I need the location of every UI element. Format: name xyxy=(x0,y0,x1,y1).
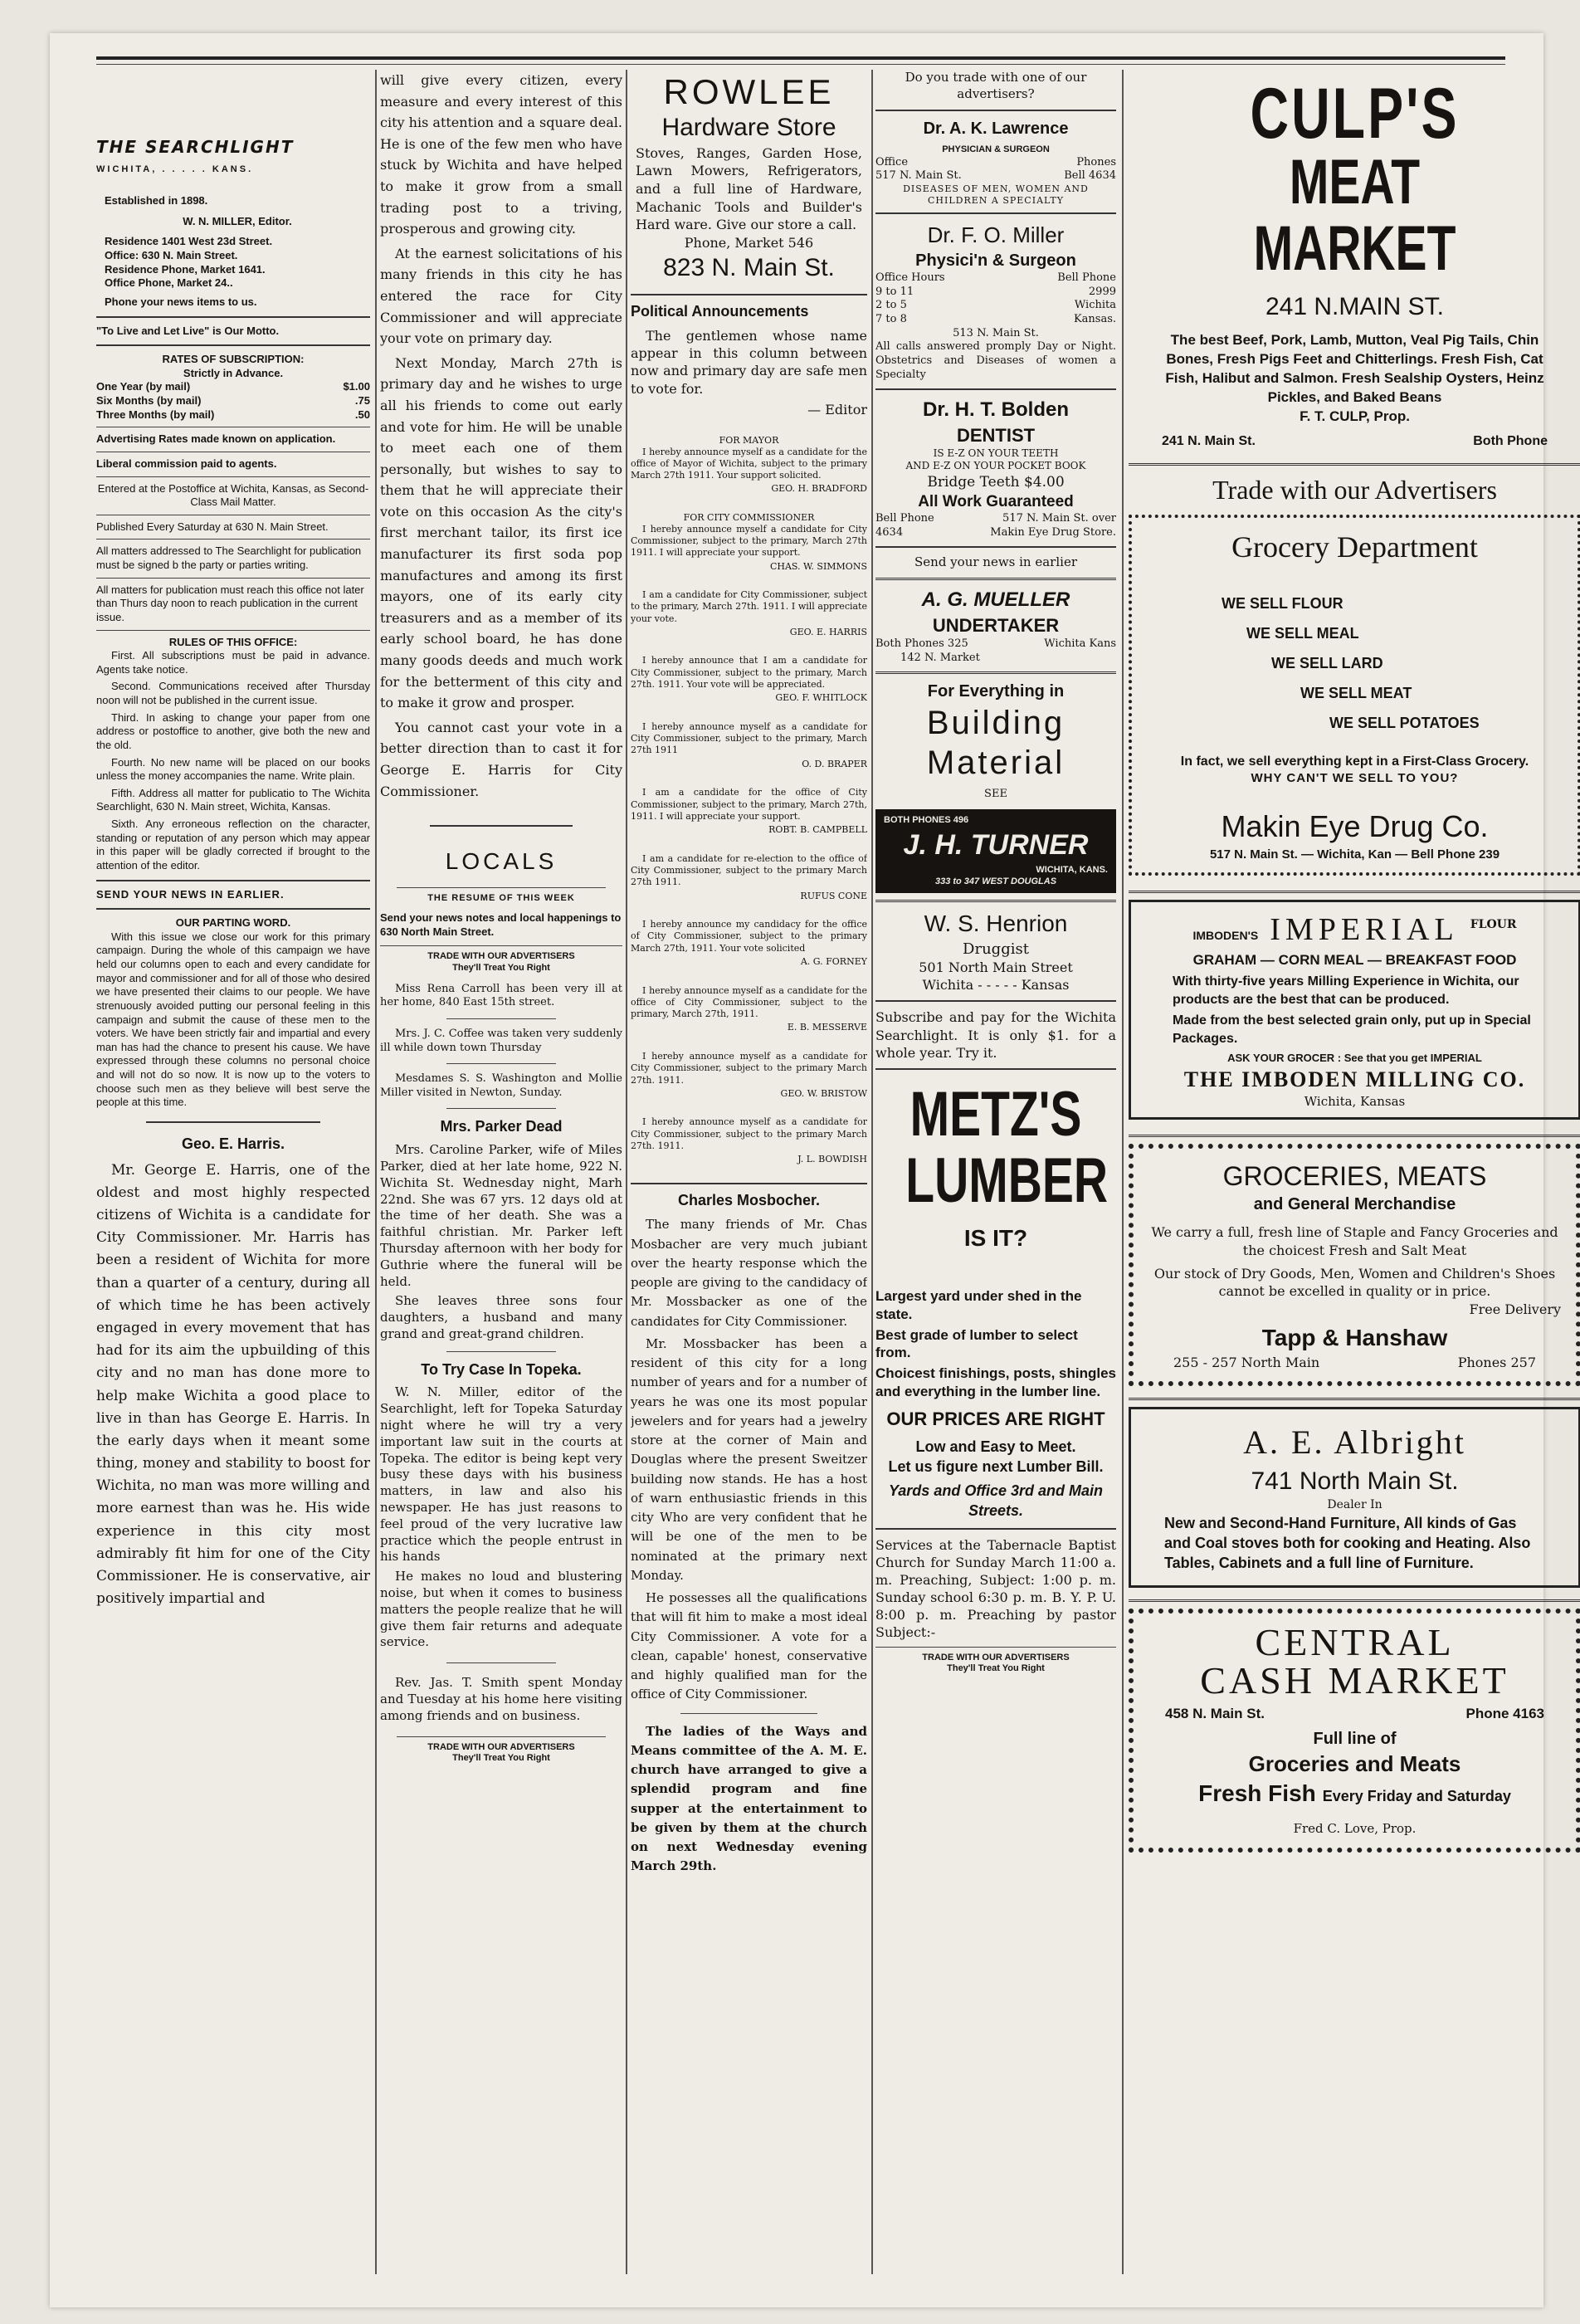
column-rule xyxy=(871,70,873,2274)
turner-logo: BOTH PHONES 496 J. H. TURNER WICHITA, KANS. 333 to 347 WEST DOUGLAS xyxy=(875,809,1116,892)
central-full-line: Full line of xyxy=(1313,1730,1397,1749)
meat-market-title: MEAT MARKET xyxy=(1253,147,1456,284)
bolden-bridge: Bridge Teeth $4.00 xyxy=(927,473,1065,491)
ask-grocer: ASK YOUR GROCER : See that you get IMPERIAL xyxy=(1227,1052,1482,1065)
prices-right: OUR PRICES ARE RIGHT xyxy=(886,1408,1105,1429)
imboden-pre: IMBODEN'S xyxy=(1192,929,1259,943)
grocery-title: Grocery Department xyxy=(1231,530,1478,564)
henrion-address: 501 North Main Street xyxy=(919,959,1073,976)
miller-hours: Office Hours 9 to 11 2 to 5 7 to 8 Bell Phone 2999 Wichita Kansas. xyxy=(875,271,1116,326)
mosbacher-article: The many friends of Mr. Chas Mosbacher are very much jubiant over the hearty response which the people are giving to the candidacy of Mr. Mossbacker as one of the candidates for City Commissioner. Mr. Mossbacker has been a resident of this city for a long number of years and for a number of years he was one its most popular jewelers and for years had a jewelry store at the corner of Main and Douglas where the present Sweitzer building now stands. He has a host of warn enthusiastic friends in this city Who are very confident that he will be one of the men to be nominated at the primary next Monday. He possesses all the qualifications that will fit him to make a most ideal City Commissioner. A vote for a clean, capable' honest, conservative and highly qualified man for the office of City Commissioner. The ladies of the Ways and Means committee of the A. M. E. church have arranged to give a splendid program and fine supper at the entertainment to be given by them at the church on next Wednesday evening March 29th. xyxy=(631,1217,867,1874)
mueller-name: A. G. MUELLER xyxy=(921,588,1070,612)
motto: "To Live and Let Live" is Our Motto. xyxy=(96,324,280,337)
trade-banner: TRADE WITH OUR ADVERTISERS xyxy=(427,1741,575,1752)
info-line: Office: 630 N. Main Street. xyxy=(105,249,238,262)
matters-notice-2: All matters for publication must reach this office not later than Thurs day noon to reach publication in the current issue. xyxy=(96,583,364,623)
rowlee-phone: Phone, Market 546 xyxy=(684,234,814,251)
material-word: Material xyxy=(926,744,1066,781)
announcement: I am a candidate for the office of City Commissioner, subject to the primary, March 27th, 1911. I will appreciate your support. xyxy=(631,787,867,822)
imboden-ad xyxy=(1129,900,1580,1119)
albright-ad xyxy=(1129,1407,1580,1588)
miller-title: Physici'n & Surgeon xyxy=(915,251,1076,270)
bolden-guarantee: All Work Guaranteed xyxy=(918,493,1074,511)
entered-notice: Entered at the Postoffice at Wichita, Kansas, as Second-Class Mail Matter. xyxy=(97,481,369,509)
bolden-line: IS E-Z ON YOUR TEETH xyxy=(933,447,1059,459)
albright-name: A. E. Albright xyxy=(1243,1423,1466,1461)
culp-address: 241 N.MAIN ST. xyxy=(1265,292,1445,320)
cash-market-title: CASH MARKET xyxy=(1200,1658,1509,1702)
mayor-head: FOR MAYOR xyxy=(719,434,779,446)
announcement-signature: ROBT. B. CAMPBELL xyxy=(768,824,867,836)
miller-body: All calls answered promply Day or Night. Obstetrics and Diseases of women a Specialty xyxy=(875,340,1116,381)
why-line: WHY CAN'T WE SELL TO YOU? xyxy=(1251,771,1459,786)
free-delivery: Free Delivery xyxy=(1469,1301,1561,1317)
henrion-title: Druggist xyxy=(963,940,1029,958)
local-item: Mrs. J. C. Coffee was taken very suddenly ill while down town Thursday xyxy=(380,1027,622,1054)
albright-dealer: Dealer In xyxy=(1327,1498,1382,1512)
rowlee-body: Stoves, Ranges, Garden Hose, Lawn Mowers, Refrigerators, and a full line of Hardware, Machanic Tools and Builder's Hard ware. Give our store a call. xyxy=(636,144,862,233)
column-rule xyxy=(1122,70,1124,2274)
rowlee-ad xyxy=(631,70,867,287)
metz-title: METZ'S xyxy=(909,1078,1082,1150)
top-rule xyxy=(96,56,1505,60)
advert-rates: Advertising Rates made known on application. xyxy=(96,432,336,446)
lawrence-specialty: DISEASES OF MEN, WOMEN AND CHILDREN A SPECIALTY xyxy=(903,183,1089,206)
top-rule-thin xyxy=(96,64,1505,65)
imboden-body: With thirty-five years Milling Experience in Wichita, our products are the best that can be produced. Made from the best selected grain only, put up in Special Packages. xyxy=(1173,974,1531,1046)
trade-banner: TRADE WITH OUR ADVERTISERS xyxy=(922,1652,1070,1662)
parker-article: Mrs. Caroline Parker, wife of Miles Parker, died at her late home, 922 N. Wichita St. Wednesday night, Marh 22nd. She was 67 yrs. 12 days old at the time of her death. She was a faithful christian. Mr. Parker left Thursday afternoon with her body for Guthrie where the funeral will be held. xyxy=(380,1142,622,1289)
imboden-products: GRAHAM — CORN MEAL — BREAKFAST FOOD xyxy=(1192,951,1517,968)
announcement-signature: A. G. FORNEY xyxy=(800,955,867,967)
infact-line: In fact, we sell everything kept in a First-Class Grocery. xyxy=(1180,754,1529,769)
announcement-signature: CHAS. W. SIMMONS xyxy=(769,560,867,572)
political-title: Political Announcements xyxy=(631,303,809,320)
info-line: Office Phone, Market 24.. xyxy=(105,276,233,290)
parting-title: OUR PARTING WORD. xyxy=(175,916,291,930)
bolden-title: DENTIST xyxy=(956,424,1036,446)
announcement: I hereby announce myself as a candidate for City Commissioner, subject to the primary March 27th. 1911. xyxy=(631,1116,867,1151)
bolden-ad xyxy=(875,397,1116,540)
trade-banner: TRADE WITH OUR ADVERTISERS xyxy=(427,951,575,962)
column-3 xyxy=(631,70,867,2278)
groceries-sub: and General Merchandise xyxy=(1253,1194,1456,1213)
topeka-title: To Try Case In Topeka. xyxy=(421,1360,582,1378)
mueller-title: UNDERTAKER xyxy=(932,614,1060,636)
trade-banner-sub: They'll Treat You Right xyxy=(452,1753,550,1764)
makin-name: Makin Eye Drug Co. xyxy=(1221,809,1489,844)
info-line: Established in 1898. xyxy=(105,194,208,208)
announcement-signature: J. L. BOWDISH xyxy=(797,1154,867,1165)
culp-title: CULP'S xyxy=(1250,74,1460,154)
mueller-address: 142 N. Market xyxy=(900,651,980,664)
central-every: Every Friday and Saturday xyxy=(1322,1787,1511,1804)
announcement-signature: O. D. BRAPER xyxy=(802,758,867,769)
political-intro: The gentlemen whose name appear in this column between now and primary day are safe men to vote for. xyxy=(631,328,867,397)
building-head: For Everything in xyxy=(927,682,1065,701)
mueller-row: Both Phones 325 Wichita Kans xyxy=(875,637,1116,650)
send-news-notice: SEND YOUR NEWS IN EARLIER. xyxy=(96,887,285,901)
column-rule xyxy=(375,70,377,2274)
rules-title: RULES OF THIS OFFICE: xyxy=(168,635,298,648)
lawrence-row: 517 N. Main St. Bell 4634 xyxy=(875,169,1116,183)
rate-row: One Year (by mail) $1.00 xyxy=(96,380,370,393)
central-title: CENTRAL xyxy=(1255,1620,1455,1663)
miller-name: Dr. F. O. Miller xyxy=(927,222,1065,248)
harris-title: Geo. E. Harris. xyxy=(181,1135,285,1152)
column-1 xyxy=(96,70,370,2278)
culp-body: The best Beef, Pork, Lamb, Mutton, Veal Pig Tails, Chin Bones, Fresh Pigs Feet and Chitterlings. Fresh Fish, Cat Fish, Halibut and Salmon. Fresh Sealship Oysters, Heinz Pickles, and Baked Beans xyxy=(1165,332,1544,405)
mosbacher-title: Charles Mosbocher. xyxy=(677,1191,821,1208)
central-fish: Fresh Fish xyxy=(1198,1780,1316,1806)
commissioner-head: FOR CITY COMMISSIONER xyxy=(683,511,815,523)
rowlee-address: 823 N. Main St. xyxy=(663,253,835,281)
miller-address: 513 N. Main St. xyxy=(953,326,1039,339)
harris-article: Mr. George E. Harris, one of the oldest and most highly respected citizens of Wichita is a candidate for City Commissioner. Mr. Harris has been a resident of Wichita for more than a quarter of a century, during all of which time he has been actively engaged in every movement that has had for its aim the upbuilding of this city and no man has done more to help make Wichita a good place to live in than has George E. Harris. In the early days when it meant some thing, money and stability to boost for Wichita, no man was more willing and more earnest than was he. His wide experience in this city most admirably fit him for one of the City Commissioner. He is conservative, air positively impartial and xyxy=(96,1161,370,1608)
central-ad xyxy=(1129,1609,1580,1853)
send-news-earlier: Send your news in earlier xyxy=(914,554,1077,570)
groceries-body: We carry a full, fresh line of Staple and Fancy Groceries and the choicest Fresh and Salt Meat Our stock of Dry Goods, Men, Women and Children's Shoes cannot be excelled in quality or in price. xyxy=(1151,1224,1558,1300)
publisher-info xyxy=(96,194,370,309)
liberal-commission: Liberal commission paid to agents. xyxy=(96,456,277,470)
rates-table xyxy=(96,380,370,422)
grocery-ad xyxy=(1129,515,1580,876)
parker-article-2: She leaves three sons four daughters, a husband and many grand and great-grand children. xyxy=(380,1293,622,1341)
column-5 xyxy=(1129,70,1580,2278)
announcement: I hereby announce that I am a candidate for City Commissioner, subject to the primary, March 27th. 1911. Your vote will be appreciated. xyxy=(631,655,867,691)
culp-ad xyxy=(1129,74,1580,450)
mayor-signature: GEO. H. BRADFORD xyxy=(771,483,867,495)
subscribe-notice: Subscribe and pay for the Wichita Searchlight. It is only $1. for a whole year. Try it. xyxy=(875,1009,1116,1061)
tapp-ad xyxy=(1129,1144,1580,1386)
tapp-name: Tapp & Hanshaw xyxy=(1261,1324,1448,1350)
harris-continued: will give every citizen, every measure and every interest of this city his attention and a square deal. He is one of the few men who have stuck by Wichita and have helped to make it grow from a small trading post to a triving, prosperous and growing city. At the earnest solicitations of his many friends in this city he has entered the race for City Commissioner and will appreciate your vote on primary day. Next Monday, March 27th is primary day and he wishes to urge all his friends to come out early and vote for him. He will be unable to meet each one of them personally, but wishes to say to them that he will appreciate their vote on this occasion As the city's first merchant tailor, its first ice manufacturer its first soda pop manufactures and among its first mayors, one of its early city treasurers and as a member of its early school board, he has done many goods deeds and much work for the betterment of this city and to make it grow and prosper. You cannot cast your vote in a better direction than to cast it for George E. Harris for City Commissioner. xyxy=(380,72,622,799)
tabernacle-services: Services at the Tabernacle Baptist Church for Sunday March 11:00 a. m. Preaching, Subject: 1:00 p. m. Sunday school 6:30 p. m. B. Y. P. U. 8:00 p. m. Preaching by pastor Subject:- xyxy=(875,1536,1116,1641)
mueller-ad xyxy=(875,587,1116,665)
resume-week: THE RESUME OF THIS WEEK xyxy=(427,893,575,904)
send-notes: Send your news notes and local happenings to 630 North Main Street. xyxy=(380,911,622,938)
imperial-title: IMPERIAL xyxy=(1270,912,1459,948)
figure-bill: Let us figure next Lumber Bill. xyxy=(888,1457,1104,1475)
announcement: I hereby announce myself as a candidate for City Commissioner, subject to the primary, March 27th 1911 xyxy=(631,720,867,756)
central-groceries: Groceries and Meats xyxy=(1248,1751,1461,1777)
turner-ad xyxy=(875,681,1116,892)
announcement-signature: GEO. W. BRISTOW xyxy=(780,1087,867,1099)
info-line: Residence Phone, Market 1641. xyxy=(105,262,266,276)
imboden-milling: THE IMBODEN MILLING CO. xyxy=(1183,1067,1526,1091)
column-2 xyxy=(380,70,622,2278)
henrion-city: Wichita - - - - - Kansas xyxy=(922,977,1070,994)
announcement: I am a candidate for re-election to the office of City Commissioner, subject to the primary March 27th 1911. xyxy=(631,852,867,888)
rates-title: RATES OF SUBSCRIPTION: xyxy=(162,353,305,366)
metz-ad xyxy=(875,1078,1116,1521)
culp-row: 241 N. Main St. Both Phone xyxy=(1162,434,1548,449)
henrion-name: W. S. Henrion xyxy=(924,910,1068,936)
smith-item: Rev. Jas. T. Smith spent Monday and Tuesday at his home here visiting among friends and on business. xyxy=(380,1675,622,1723)
lumber-title: LUMBER xyxy=(905,1145,1109,1216)
topeka-article: W. N. Miller, editor of the Searchlight, left for Topeka Saturday night where he will try a very important law suit in the courts at Topeka. The editor is being kept very busy these days with his business matters, in law and also his newspaper. He has just reasons to feel proud of the very lucrative law practice which the people entrust in his hands xyxy=(380,1384,622,1565)
building-word: Building xyxy=(926,704,1066,741)
dateline: WICHITA, . . . . . KANS. xyxy=(96,164,254,175)
bolden-line: AND E-Z ON YOUR POCKET BOOK xyxy=(905,460,1086,472)
lawrence-name: Dr. A. K. Lawrence xyxy=(923,119,1069,138)
culp-proprietor: F. T. CULP, Prop. xyxy=(1300,408,1410,424)
announcement: I hereby announce myself a candidate for City Commissioner, subject to the primary, March 27th 1911. I will appreciate your support. xyxy=(631,523,867,559)
announcement: I hereby announce myself as a candidate for City Commissioner, subject to the primary March 27th. 1911. xyxy=(631,1050,867,1086)
local-item: Miss Rena Carroll has been very ill at her home, 840 East 15th street. xyxy=(380,982,622,1009)
low-easy: Low and Easy to Meet. xyxy=(915,1438,1076,1455)
rules-list xyxy=(96,649,370,872)
mayor-announcement: I hereby announce myself as a candidate for the office of Mayor of Wichita, subject to the primary March 27th 1911. Your support solicited. xyxy=(631,446,867,481)
bolden-name: Dr. H. T. Bolden xyxy=(922,398,1069,422)
rule-item: Second. Communications received after Thursday noon will not be published in the current issue. xyxy=(96,680,370,707)
info-line: W. N. MILLER, Editor. xyxy=(183,214,292,227)
rule-item: First. All subscriptions must be paid in advance. Agents take notice. xyxy=(96,649,370,676)
lawrence-title: PHYSICIAN & SURGEON xyxy=(942,144,1050,154)
rule-item: Sixth. Any erroneous reflection on the character, standing or reputation of any person which may appear in this paper will be gladly corrected if brought to the attention of the editor. xyxy=(96,818,370,872)
sell-list: WE SELL FLOUR WE SELL MEAL WE SELL LARD WE SELL MEAT WE SELL POTATOES xyxy=(1222,595,1480,732)
info-line: Phone your news items to us. xyxy=(105,295,257,308)
bolden-row: Bell Phone 4634 517 N. Main St. over Makin Eye Drug Store. xyxy=(875,512,1116,539)
announcement-signature: E. B. MESSERVE xyxy=(787,1022,867,1033)
trade-question: Do you trade with one of our advertisers? xyxy=(905,70,1087,101)
column-rule xyxy=(626,70,627,2274)
rowlee-sub: Hardware Store xyxy=(661,114,836,142)
rate-row: Three Months (by mail) .50 xyxy=(96,408,370,421)
announcement-signature: GEO. E. HARRIS xyxy=(789,626,867,637)
political-editor: — Editor xyxy=(807,401,867,417)
trade-banner-sub: They'll Treat You Right xyxy=(947,1663,1045,1674)
newspaper-page xyxy=(50,33,1561,2307)
parting-word: With this issue we close our work for this primary campaign. During the whole of this campaign we have held our columns open to each and every candidate for mayor and commissioner and for all of those who desired we have presented their claims to our people. We have strenuously avoided putting our personal feeling in this campaign and submit the cause of these men to the voters. We have been strictly fair and impartial and every man has had the chance to present his cause. We have expressed through these columns no personal choice and will not do so now. It is now up to the voters to choose such men as they believe will best serve the people at this time. xyxy=(96,930,370,1109)
miller-ad xyxy=(875,221,1116,382)
central-proprietor: Fred C. Love, Prop. xyxy=(1293,1820,1417,1836)
parker-title: Mrs. Parker Dead xyxy=(440,1118,563,1135)
yards-office: Yards and Office 3rd and Main Streets. xyxy=(888,1482,1104,1520)
local-item: Mesdames S. S. Washington and Mollie Miller visited in Newton, Sunday. xyxy=(380,1072,622,1099)
makin-address: 517 N. Main St. — Wichita, Kan — Bell Phone 239 xyxy=(1209,847,1500,862)
rule-item: Fourth. No new name will be placed on our books unless the money accompanies the name. Write plain. xyxy=(96,755,370,783)
lawrence-ad xyxy=(875,118,1116,207)
henrion-ad xyxy=(875,909,1116,994)
announcement-list xyxy=(631,524,867,1166)
flour-word: FLOUR xyxy=(1470,918,1517,932)
announcement: I hereby announce myself as a candidate for the office of City Commissioner, subject to the primary, March 27th, 1911. xyxy=(631,984,867,1020)
topeka-article-2: He makes no loud and blustering noise, but when it comes to business matters the people realize that he will give them fair returns and adequate service. xyxy=(380,1569,622,1650)
trade-banner-sub: They'll Treat You Right xyxy=(452,962,550,973)
albright-body: New and Second-Hand Furniture, All kinds of Gas and Coal stoves both for cooking and Heating. Also Tables, Cabinets and a full line of Furniture. xyxy=(1164,1514,1531,1572)
matters-notice: All matters addressed to The Searchlight for publication must be signed b the party or parties writing. xyxy=(96,544,362,572)
announcement: I hereby announce my candidacy for the office of City Commissioner, subject to the primary March 27th, 1911. Your vote solicited xyxy=(631,919,867,954)
announcement: I am a candidate for City Commissioner, subject to the primary, March 27th. 1911. I will appreciate your vote. xyxy=(631,589,867,624)
rowlee-name: ROWLEE xyxy=(663,72,835,111)
lawrence-row: Office Phones xyxy=(875,155,1116,168)
tapp-row: 255 - 257 North Main Phones 257 xyxy=(1173,1354,1536,1370)
info-line: Residence 1401 West 23d Street. xyxy=(105,235,273,248)
announcement-signature: GEO. F. WHITLOCK xyxy=(775,692,867,704)
imboden-city: Wichita, Kansas xyxy=(1304,1093,1406,1109)
is-it: IS IT? xyxy=(963,1225,1028,1252)
rate-row: Six Months (by mail) .75 xyxy=(96,394,370,408)
locals-title: LOCALS xyxy=(445,848,558,875)
central-row: 458 N. Main St. Phone 4163 xyxy=(1165,1705,1544,1721)
announcement-signature: RUFUS CONE xyxy=(800,890,867,901)
rates-sub: Strictly in Advance. xyxy=(183,366,284,379)
rule-item: Third. In asking to change your paper from one address or postoffice to another, give both the new and the old. xyxy=(96,710,370,751)
groceries-title: GROCERIES, MEATS xyxy=(1222,1160,1487,1191)
published-notice: Published Every Saturday at 630 N. Main Street. xyxy=(96,520,329,533)
lumber-lines: Largest yard under shed in the state. Best grade of lumber to select from. Choicest finishings, posts, shingles and everything in the lumber line. xyxy=(875,1288,1116,1399)
column-4 xyxy=(875,70,1116,2278)
masthead: THE SEARCHLIGHT xyxy=(96,137,295,157)
trade-advertisers-heading: Trade with our Advertisers xyxy=(1212,475,1497,505)
building-see: SEE xyxy=(984,787,1007,800)
albright-address: 741 North Main St. xyxy=(1251,1467,1459,1495)
rule-item: Fifth. Address all matter for publicatio to The Wichita Searchlight, 630 N. Main street, Wichita, Kansas. xyxy=(96,786,370,813)
